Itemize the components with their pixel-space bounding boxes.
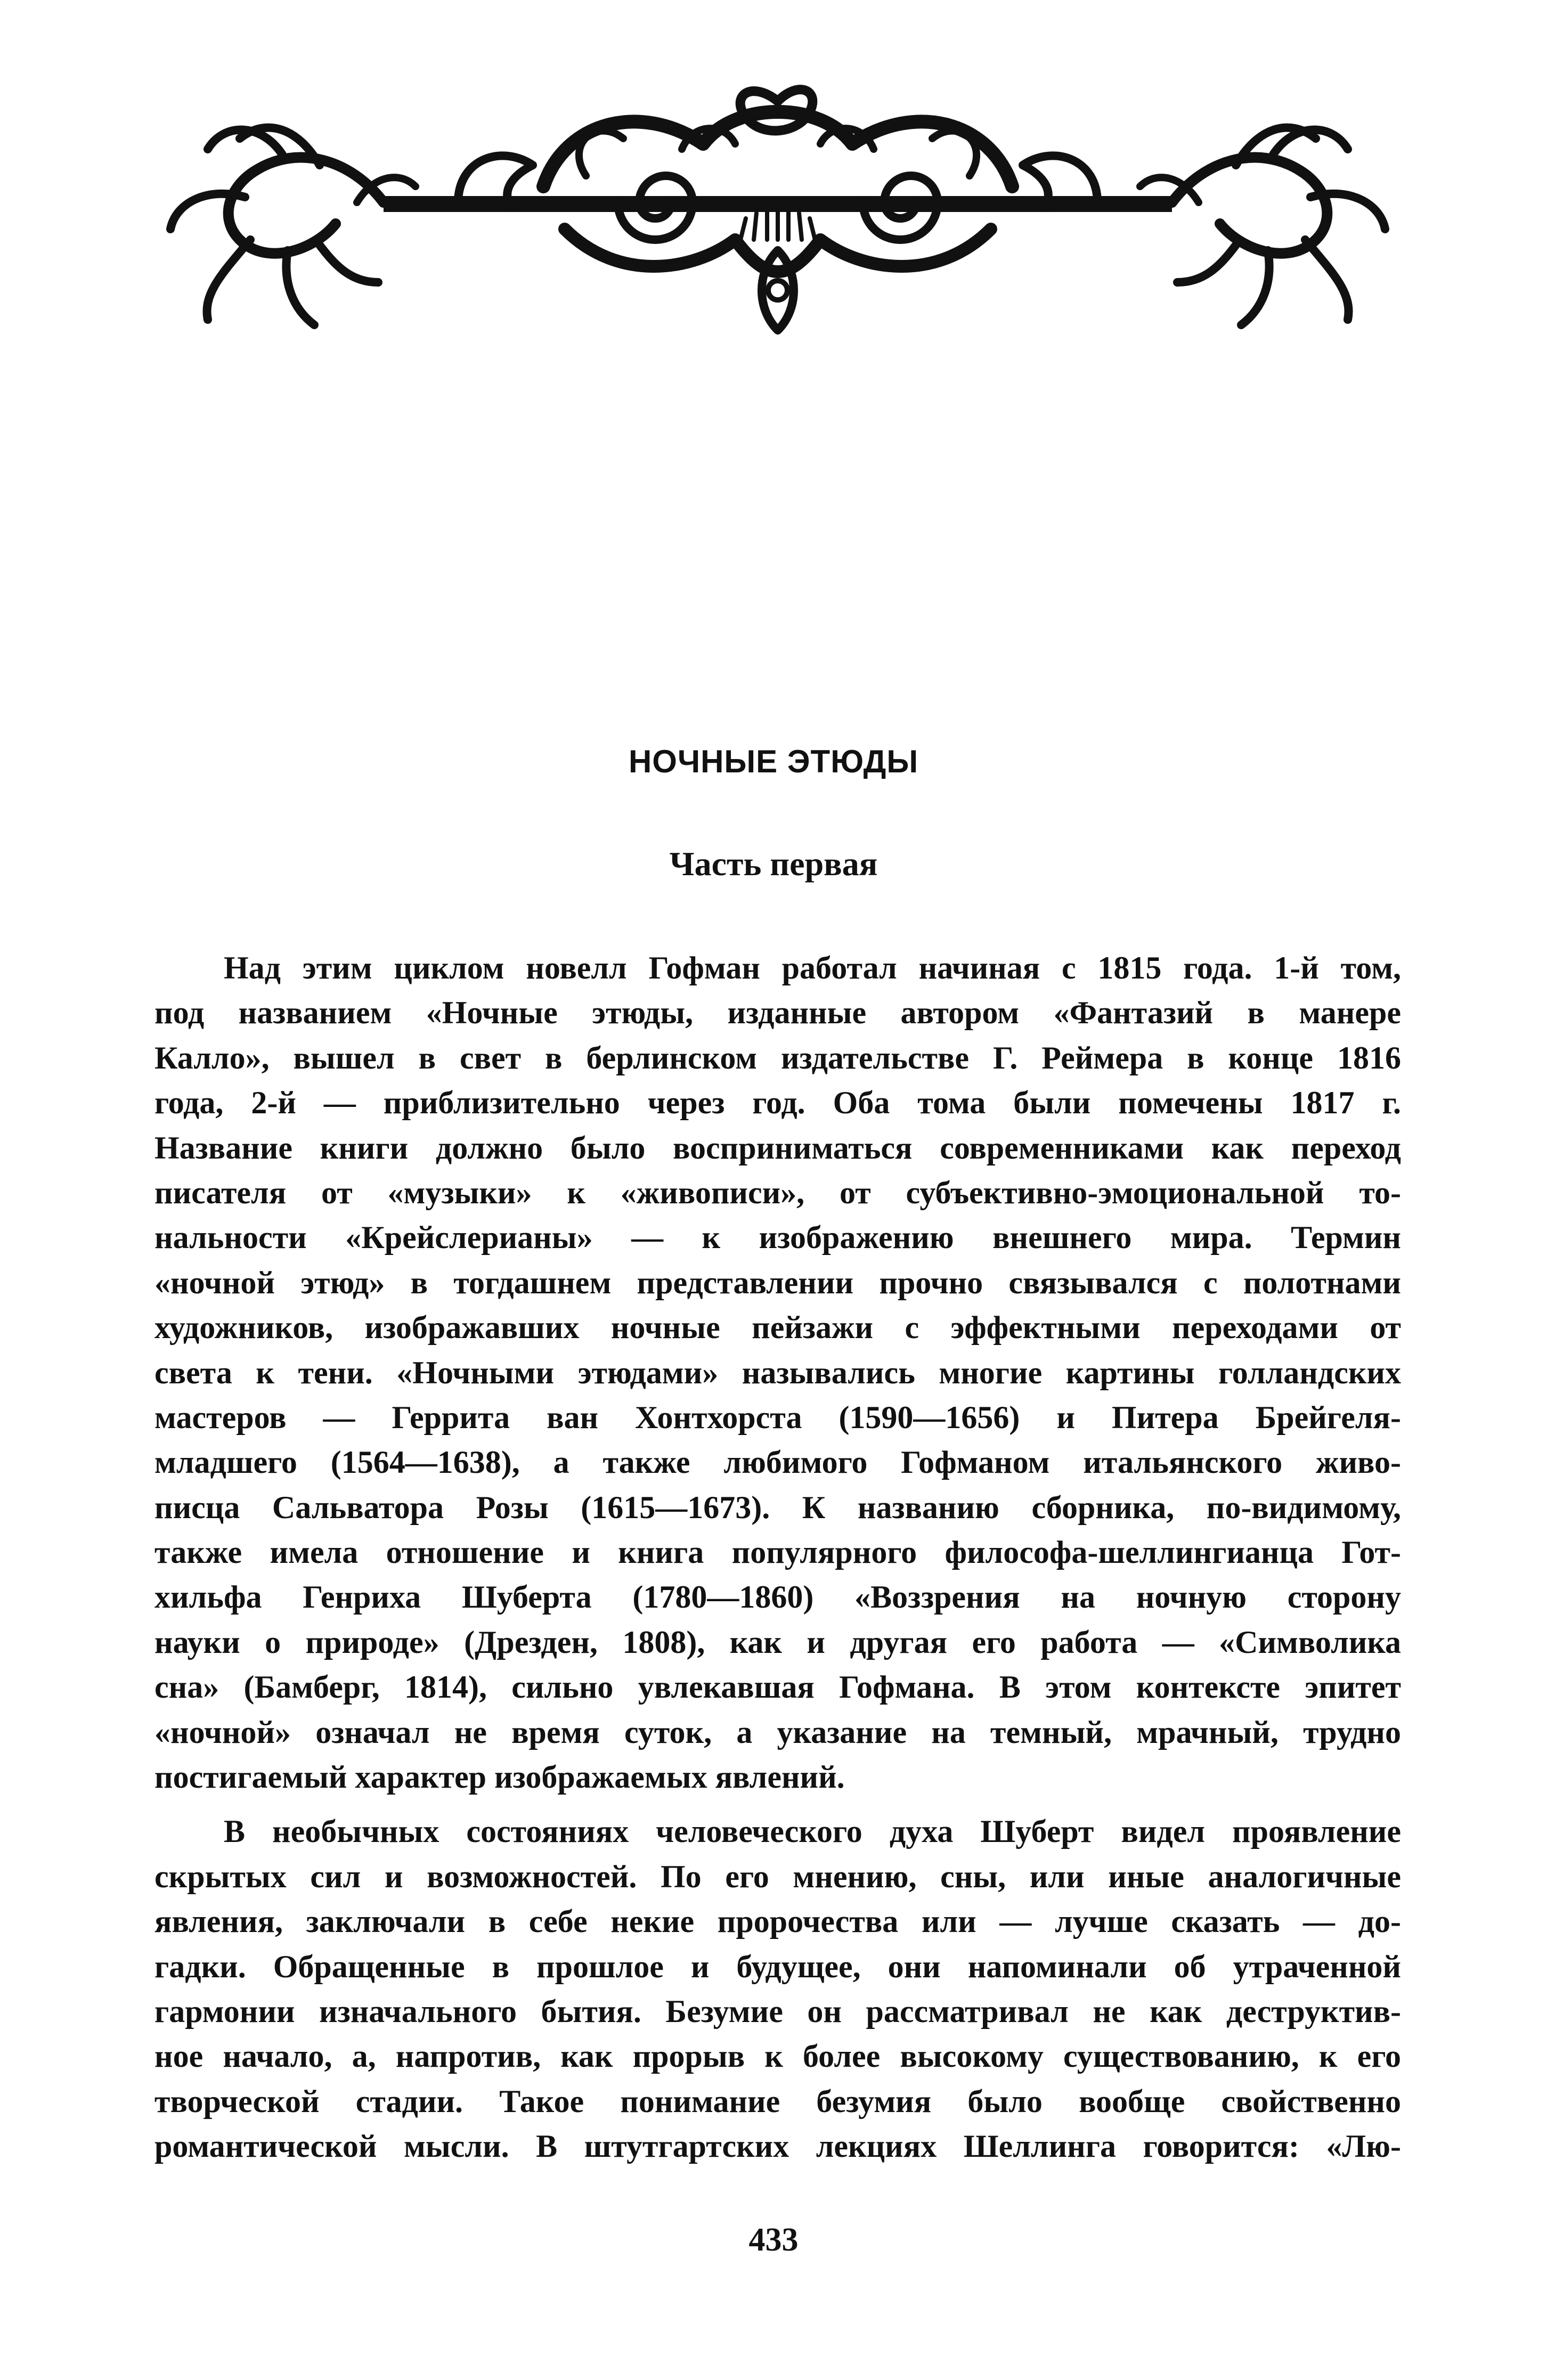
text-line: ное начало, а, напротив, как прорыв к более высокому существованию, к его: [154, 2039, 1401, 2074]
text-line: года, 2-й — приблизительно через год. Оба тома были помечены 1817 г.: [154, 1085, 1401, 1121]
text-line: света к тени. «Ночными этюдами» назывались многие картины голландских: [154, 1355, 1401, 1390]
text-line: под названием «Ночные этюды, изданные автором «Фантазий в манере: [154, 995, 1401, 1031]
text-line: также имела отношение и книга популярного философа-шеллингианца Гот-: [154, 1535, 1401, 1570]
text-line: художников, изображавших ночные пейзажи с эффектными переходами от: [154, 1310, 1401, 1346]
text-line: гадки. Обращенные в прошлое и будущее, они напоминали об утраченной: [154, 1949, 1401, 1984]
text-line: младшего (1564—1638), а также любимого Гофманом итальянского живо-: [154, 1445, 1401, 1480]
text-line: писателя от «музыки» к «живописи», от субъективно-эмоциональной то-: [154, 1175, 1401, 1210]
paragraph-1: [154, 946, 1401, 1799]
decorative-headpiece-ornament: [160, 80, 1396, 341]
text-line: Калло», вышел в свет в берлинском издательстве Г. Реймера в конце 1816: [154, 1040, 1401, 1075]
text-line: сна» (Бамберг, 1814), сильно увлекавшая Гофмана. В этом контексте эпитет: [154, 1669, 1401, 1705]
text-line: «ночной» означал не время суток, а указание на темный, мрачный, трудно: [154, 1714, 1401, 1750]
chapter-subtitle: Часть первая: [669, 845, 878, 883]
text-line: В необычных состояниях человеческого духа Шуберт видел проявление: [224, 1814, 1401, 1849]
text-line: мастеров — Геррита ван Хонтхорста (1590—1656) и Питера Брейгеля-: [154, 1399, 1401, 1435]
page-number: 433: [748, 2222, 799, 2258]
text-line: Над этим циклом новелл Гофман работал начиная с 1815 года. 1-й том,: [224, 950, 1401, 985]
text-line: творческой стадии. Такое понимание безумия было вообще свойственно: [154, 2083, 1401, 2119]
text-line: романтической мысли. В штутгартских лекциях Шеллинга говорится: «Лю-: [154, 2129, 1401, 2164]
text-line: науки о природе» (Дрезден, 1808), как и другая его работа — «Символика: [154, 1624, 1401, 1660]
chapter-title: НОЧНЫЕ ЭТЮДЫ: [628, 744, 919, 779]
body-text: [154, 946, 1401, 2169]
text-line: явления, заключали в себе некие пророчества или — лучше сказать — до-: [154, 1904, 1401, 1939]
text-line: постигаемый характер изображаемых явлений.: [154, 1759, 845, 1795]
text-line: хильфа Генриха Шуберта (1780—1860) «Воззрения на ночную сторону: [154, 1579, 1401, 1615]
text-line: писца Сальватора Розы (1615—1673). К названию сборника, по-видимому,: [154, 1489, 1401, 1525]
paragraph-2: [154, 1809, 1401, 2169]
text-line: скрытых сил и возможностей. По его мнению, сны, или иные аналогичные: [154, 1859, 1401, 1894]
text-line: гармонии изначального бытия. Безумие он рассматривал не как деструктив-: [154, 1994, 1401, 2029]
text-line: Название книги должно было восприниматься современниками как переход: [154, 1130, 1401, 1165]
text-line: нальности «Крейслерианы» — к изображению внешнего мира. Термин: [154, 1220, 1401, 1256]
text-line: «ночной этюд» в тогдашнем представлении прочно связывался с полотнами: [154, 1265, 1401, 1300]
